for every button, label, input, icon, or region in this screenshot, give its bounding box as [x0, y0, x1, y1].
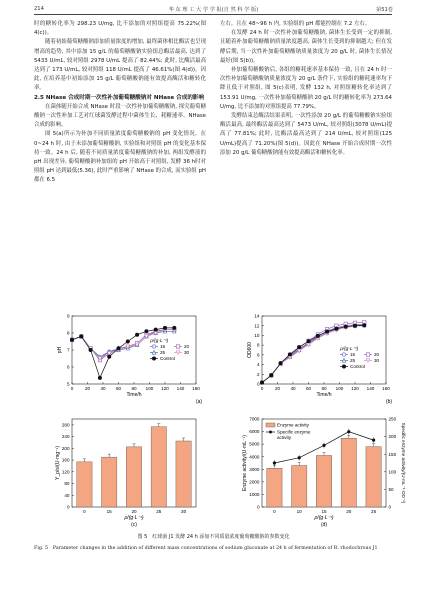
data-point	[298, 345, 301, 348]
x-tick-label: 25	[371, 509, 377, 514]
paragraph: 图 5(a)所示为补加不同质量浓度葡萄糖酸钠的 pH 变化情况。在 0~24 h 时, 由于未添加葡萄糖酸钠, 实验组和对照组 pH 的变化基本保持一致。24 h 后, 随着不同质量浓度葡萄糖酸钠的补加, 两组发酵液的 pH 出现差异, 葡萄糖酸钠补加组的 pH 开始高于对照组, 发酵 36 h时对照组 pH 达到最低(5.36), 此时严重影响了 NHase 的合成, 而实验组 pH 都在 6.5	[34, 131, 206, 184]
data-point	[307, 340, 310, 343]
x-tick-label: 20	[84, 386, 91, 391]
x-tick-label: 80	[131, 386, 137, 391]
x-axis-label: ρ/(g·L⁻¹)	[124, 515, 144, 521]
data-point	[316, 334, 319, 337]
data-point	[344, 325, 347, 328]
panel-label: (b)	[385, 399, 393, 405]
y-tick-label: 120	[61, 469, 70, 475]
data-point	[70, 338, 73, 341]
bar	[176, 441, 191, 507]
x-tick-label: 100	[145, 386, 154, 391]
x-tick-label: 0	[273, 509, 276, 514]
x-tick-label: 140	[176, 386, 185, 391]
y2-axis-label: Specific enzyme activity/(U·mL⁻¹·OD⁻¹)	[401, 422, 406, 504]
y-tick-label: 0	[256, 381, 260, 387]
data-point	[98, 376, 101, 379]
data-point	[298, 456, 301, 459]
x-tick-label: 25	[156, 509, 162, 514]
journal-title: 华 东 理 工 大 学 学 报(自 然 科 学 版)	[168, 7, 259, 13]
x-tick-label: 60	[115, 386, 122, 391]
series-line	[262, 326, 364, 383]
y-tick-label: 280	[61, 422, 70, 428]
x-tick-label: 140	[366, 386, 375, 391]
panel-label: (a)	[195, 399, 203, 405]
data-point	[260, 381, 263, 384]
data-point	[325, 330, 328, 333]
x-tick-label: 0	[260, 386, 264, 391]
y-axis-label: pH	[57, 346, 63, 354]
paragraph: 在发酵 24 h 时一次性补加葡萄糖酸钠, 菌体生长受到一定的抑制, 且随着补加葡萄糖酸钠质量浓度越高, 菌体生长受到的抑制越大; 但在发酵后期, 当一次性补加葡萄糖酸钠质量浓度为 20 g/L 时, 菌体生长情况最好(图 5(b))。	[220, 30, 392, 64]
y-tick-label: 0	[256, 504, 260, 510]
x-tick-label: 120	[351, 386, 359, 391]
legend-label: 15	[160, 344, 166, 349]
chart-a	[57, 314, 202, 405]
x-tick-label: 40	[290, 386, 296, 391]
data-point	[342, 365, 345, 368]
data-point	[135, 333, 138, 336]
y-tick-label: 4000	[249, 454, 260, 460]
y-tick-label: 2	[256, 371, 260, 377]
y2-tick-label: 200	[388, 434, 397, 440]
y-axis-label: OD600	[247, 342, 253, 358]
bar	[151, 427, 166, 507]
series-line	[72, 330, 174, 359]
data-point	[126, 340, 129, 343]
legend-label: 30	[374, 358, 380, 363]
paragraph: 时的糖转化率为 298.23 U/mg, 比不添加的对照组提高 75.22%(图 4(c))。	[34, 21, 206, 37]
series-line	[72, 328, 174, 378]
y-tick-label: 240	[61, 434, 70, 440]
y-tick-label: 6	[66, 364, 70, 370]
plot-frame	[262, 316, 386, 384]
x-tick-label: 10	[296, 509, 302, 514]
y2-tick-label: 250	[388, 416, 397, 422]
legend-label: 25	[160, 350, 166, 355]
y-tick-label: 7	[66, 347, 70, 353]
legend-title: ρ/(g·L⁻¹)	[340, 347, 359, 352]
data-point	[145, 330, 148, 333]
y-tick-label: 5	[66, 381, 70, 387]
data-point	[353, 324, 356, 327]
data-point	[347, 430, 350, 433]
y2-tick-label: 50	[388, 487, 394, 492]
y-tick-label: 6000	[249, 429, 260, 435]
legend-label: Control	[160, 356, 175, 361]
bar	[267, 468, 282, 507]
data-point	[366, 353, 369, 356]
x-tick-label: 160	[382, 386, 390, 391]
data-point	[322, 444, 325, 447]
x-tick-label: 40	[100, 386, 106, 391]
y-tick-label: 2000	[249, 479, 260, 485]
x-tick-label: 160	[192, 386, 200, 391]
y-tick-label: 1000	[249, 492, 260, 498]
y2-tick-label: 100	[388, 469, 397, 475]
series-line	[262, 325, 364, 382]
panel-label: (c)	[131, 522, 137, 528]
x-tick-label: 80	[321, 386, 327, 391]
data-point	[176, 345, 179, 348]
right-column	[220, 20, 392, 158]
data-point	[273, 461, 276, 464]
legend-label: activity	[277, 435, 292, 440]
data-point	[335, 327, 338, 330]
x-tick-label: 20	[131, 509, 137, 514]
legend-label: 20	[184, 344, 190, 349]
paragraph: 左右。且在 48~96 h 内, 实验组的 pH 都能控制在 7.2 左右。	[220, 21, 371, 27]
figure-5	[0, 308, 427, 532]
y-axis-label: Enzyme activity/(U·mL⁻¹)	[242, 435, 248, 491]
legend-label: Enzyme activity	[277, 422, 309, 428]
data-point	[154, 328, 157, 331]
y-tick-label: 160	[61, 457, 70, 463]
data-point	[288, 353, 291, 356]
series-line	[262, 322, 364, 382]
y-tick-label: 3000	[249, 466, 260, 472]
series-line	[262, 324, 364, 382]
y-tick-label: 4	[256, 362, 260, 368]
paragraph: 在菌体随开始合成 NHase 时段一次性补加葡萄糖酸钠, 探究葡萄糖酸钠一次性补加工艺对红球菌发酵过程中菌体生长、耗糖速率、NHase 合成的影响。	[34, 103, 206, 129]
y-tick-label: 7000	[249, 416, 260, 422]
x-tick-label: 60	[305, 386, 312, 391]
legend-label: 15	[350, 352, 356, 357]
paragraph: 发酵结束总酶活结果表明, 一次性添加 20 g/L 的葡萄糖酸钠实验组酶活最高, 最终酶活最高达到了 5473 U/mL, 较对照组(3078 U/mL)提高了 77.81%; 此时, 比酶活最高达到了 214 U/mL, 较对照组(125 U/mL)提高了 71.20%(图 5(d))。因此在 NHase 开始合成时期一次性添加 20 g/L 葡萄糖酸钠能有效提高酶活和糖转化率。	[220, 113, 392, 156]
data-point	[173, 326, 176, 329]
y-tick-label: 8	[256, 342, 260, 348]
legend-label: Control	[350, 364, 365, 369]
y2-tick-label: 0	[388, 504, 392, 510]
y-tick-label: 8	[66, 330, 70, 336]
figure-caption-en: Fig. 5 Parameter changes in the addition of different mass concentrations of sodium gluconate at 24 h of fermentation of R. rhodochrous J1	[34, 546, 378, 551]
legend-title: ρ/(g·L⁻¹)	[150, 339, 169, 344]
legend-label: Specific enzyme	[277, 429, 311, 435]
left-column	[34, 20, 206, 186]
paragraph: 补加葡萄糖酸钠后, 各组的糖耗速率基本保持一致, 且在 24 h 时一次性补加葡萄糖酸钠质量浓度为 20 g/L 条件下, 实验组的糖耗速率均下降且低于对照组, 图 5(c)表明, 发酵 132 h, 对照组糖转化率达到了 153.91 U/mg, 一次性补加葡萄糖酸钠 20 g/L 时的糖转化率为 273.64 U/mg, 比不添加的对照组提高 77.79%。	[220, 67, 392, 110]
series-line	[262, 325, 364, 382]
bar	[102, 457, 117, 507]
legend-swatch	[266, 423, 275, 427]
section-heading: 2.5 NHase 合成时期一次性补加葡萄糖酸钠对 NHase 合成的影响	[34, 94, 205, 101]
panel-label: (d)	[320, 522, 328, 528]
data-point	[363, 324, 366, 327]
y-tick-label: 12	[254, 323, 260, 329]
y-axis-label: Y_p/s/(U·mg⁻¹)	[55, 445, 61, 481]
chart-b	[247, 314, 392, 405]
bar	[366, 447, 381, 507]
y-tick-label: 10	[254, 333, 260, 339]
data-point	[80, 335, 83, 338]
x-tick-label: 120	[161, 386, 169, 391]
x-tick-label: 20	[346, 509, 352, 514]
volume: 第51卷	[376, 7, 393, 13]
y-tick-label: 14	[254, 313, 260, 319]
chart-d	[242, 417, 406, 528]
y-tick-label: 200	[61, 445, 70, 451]
header-rule	[34, 14, 392, 15]
x-tick-label: 0	[70, 386, 74, 391]
legend-marker	[269, 431, 272, 434]
paragraph: 随着初始葡萄糖酸钠添加质量浓度的增加, 最终菌体相比酶活也呈现增高的趋势, 其中添加 15 g/L 的葡萄糖酸钠实验组总酶活最高, 达到了 5433 U/mL, 较对照组 2978 U/mL 提高了 82.44%; 此时, 比酶活最高达到了 173 U/mL, 较对照组 118 U/mL 提高了 46.61%(图 4(d))。因此, 在培养基中初始添加 15 g/L 葡萄糖酸钠能有效提高酶活和糖转化率。	[34, 39, 206, 92]
x-tick-label: 100	[335, 386, 344, 391]
data-point	[152, 357, 155, 360]
bar	[316, 455, 331, 507]
y-tick-label: 6	[256, 352, 260, 358]
y-tick-label: 40	[64, 492, 70, 498]
x-tick-label: 15	[321, 509, 327, 514]
data-point	[279, 361, 282, 364]
x-axis-label: Time/h	[126, 392, 142, 398]
x-tick-label: 15	[106, 509, 112, 514]
legend-label: 30	[184, 350, 190, 355]
data-point	[117, 347, 120, 350]
data-point	[163, 326, 166, 329]
bar	[77, 462, 92, 507]
figure-caption-cn: 图 5 红球菌 J1 发酵 24 h 添加不同质量浓度葡萄糖酸钠的参数变化	[137, 534, 290, 540]
data-point	[152, 345, 155, 348]
x-tick-label: 0	[83, 509, 86, 514]
data-point	[270, 374, 273, 377]
legend-label: 25	[350, 358, 356, 363]
legend-label: 20	[374, 352, 380, 357]
data-point	[342, 353, 345, 356]
data-point	[108, 355, 111, 358]
bar	[126, 447, 141, 507]
x-axis-label: Time/h	[316, 392, 332, 398]
x-axis-label: ρ/(g·L⁻¹)	[314, 515, 334, 521]
y-tick-label: 5000	[249, 441, 260, 447]
x-tick-label: 30	[181, 509, 187, 514]
y2-tick-label: 150	[388, 451, 397, 457]
bar	[292, 466, 307, 507]
page-number: 214	[34, 6, 44, 12]
chart-c	[55, 419, 196, 528]
bar	[341, 438, 356, 507]
x-tick-label: 20	[274, 386, 281, 391]
y-tick-label: 9	[66, 313, 70, 319]
y-tick-label: 0	[66, 504, 70, 510]
data-point	[89, 348, 92, 351]
data-point	[372, 439, 375, 442]
y-tick-label: 80	[64, 481, 70, 487]
